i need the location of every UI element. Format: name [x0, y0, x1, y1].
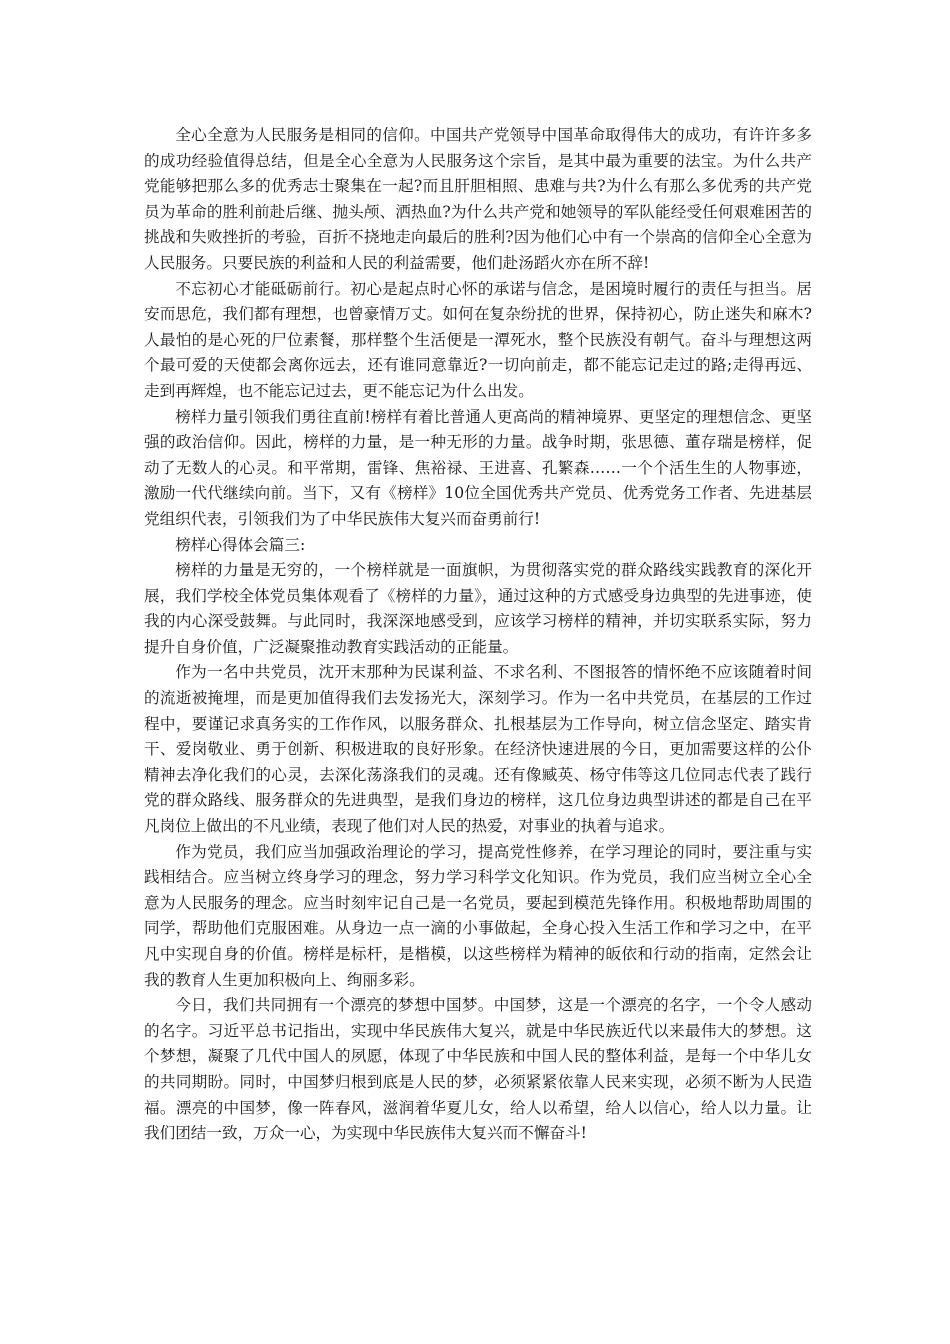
paragraph-7: 今日，我们共同拥有一个漂亮的梦想中国梦。中国梦，这是一个漂亮的名字，一个令人感动的名字。习近平总书记指出，实现中华民族伟大复兴，就是中华民族近代以来最伟大的梦想。这个梦想，凝聚了几代中国人的夙愿，体现了中华民族和中国人民的整体利益，是每一个中华儿女的共同期盼。同时，中国梦归根到底是人民的梦，必须紧紧依靠人民来实现，必须不断为人民造福。漂亮的中国梦，像一阵春风，滋润着华夏儿女，给人以希望，给人以信心，给人以力量。让我们团结一致，万众一心，为实现中华民族伟大复兴而不懈奋斗!: [144, 996, 812, 1143]
paragraph-1: 全心全意为人民服务是相同的信仰。中国共产党领导中国革命取得伟大的成功，有许许多多的成功经验值得总结，但是全心全意为人民服务这个宗旨，是其中最为重要的法宝。为什么共产党能够把那么多的优秀志士聚集在一起?而且肝胆相照、患难与共?为什么有那么多优秀的共产党员为革命的胜利前赴后继、抛头颅、洒热血?为什么共产党和她领导的军队能经受任何艰难困苦的挑战和失败挫折的考验，百折不挠地走向最后的胜利?因为他们心中有一个崇高的信仰全心全意为人民服务。只要民族的利益和人民的利益需要，他们赴汤蹈火亦在所不辞!: [144, 126, 812, 272]
document-body: [144, 123, 812, 1147]
paragraph-3: 榜样力量引领我们勇往直前!榜样有着比普通人更高尚的精神境界、更坚定的理想信念、更坚强的政治信仰。因此，榜样的力量，是一种无形的力量。战争时期，张思德、董存瑞是榜样，促动了无数人的心灵。和平常期，雷锋、焦裕禄、王进喜、孔繁森……一个个活生生的人物事迹，激励一代代继续向前。当下，又有《榜样》10位全国优秀共产党员、优秀党务工作者、先进基层党组织代表，引领我们为了中华民族伟大复兴而奋勇前行!: [144, 407, 812, 528]
paragraph-4: 榜样的力量是无穷的，一个榜样就是一面旗帜，为贯彻落实党的群众路线实践教育的深化开展，我们学校全体党员集体观看了《榜样的力量》，通过这种的方式感受身边典型的先进事迹，使我的内心深受鼓舞。与此同时，我深深地感受到，应该学习榜样的精神，并切实联系实际，努力提升自身价值，广泛凝聚推动教育实践活动的正能量。: [144, 561, 812, 656]
paragraph-2: 不忘初心才能砥砺前行。初心是起点时心怀的承诺与信念，是困境时履行的责任与担当。居安而思危，我们都有理想，也曾豪情万丈。如何在复杂纷扰的世界，保持初心，防止迷失和麻木?人最怕的是心死的尸位素餐，那样整个生活便是一潭死水，整个民族没有朝气。奋斗与理想这两个最可爱的天使都会离你远去，还有谁同意靠近?一切向前走，都不能忘记走过的路;走得再远、走到再辉煌，也不能忘记过去，更不能忘记为什么出发。: [144, 279, 812, 400]
paragraph-6: 作为党员，我们应当加强政治理论的学习，提高党性修养，在学习理论的同时，要注重与实践相结合。应当树立终身学习的理念，努力学习科学文化知识。作为党员，我们应当树立全心全意为人民服务的理念。应当时刻牢记自己是一名党员，要起到模范先锋作用。积极地帮助周围的同学，帮助他们克服困难。从身边一点一滴的小事做起，全身心投入生活工作和学习之中，在平凡中实现自身的价值。榜样是标杆，是楷模，以这些榜样为精神的皈依和行动的指南，定然会让我的教育人生更加积极向上、绚丽多彩。: [144, 842, 812, 989]
paragraph-5: 作为一名中共党员，沈开末那种为民谋利益、不求名利、不图报答的情怀绝不应该随着时间的流逝被掩埋，而是更加值得我们去发扬光大，深刻学习。作为一名中共党员，在基层的工作过程中，要谨记求真务实的工作作风，以服务群众、扎根基层为工作导向，树立信念坚定、踏实肯干、爱岗敬业、勇于创新、积极进取的良好形象。在经济快速进展的今日，更加需要这样的公仆精神去净化我们的心灵，去深化荡涤我们的灵魂。还有像臧英、杨守伟等这几位同志代表了践行党的群众路线、服务群众的先进典型，是我们身边的榜样，这几位身边典型讲述的都是自己在平凡岗位上做出的不凡业绩，表现了他们对人民的热爱，对事业的执着与追求。: [144, 663, 812, 836]
section-heading: 榜样心得体会篇三:: [175, 535, 306, 554]
